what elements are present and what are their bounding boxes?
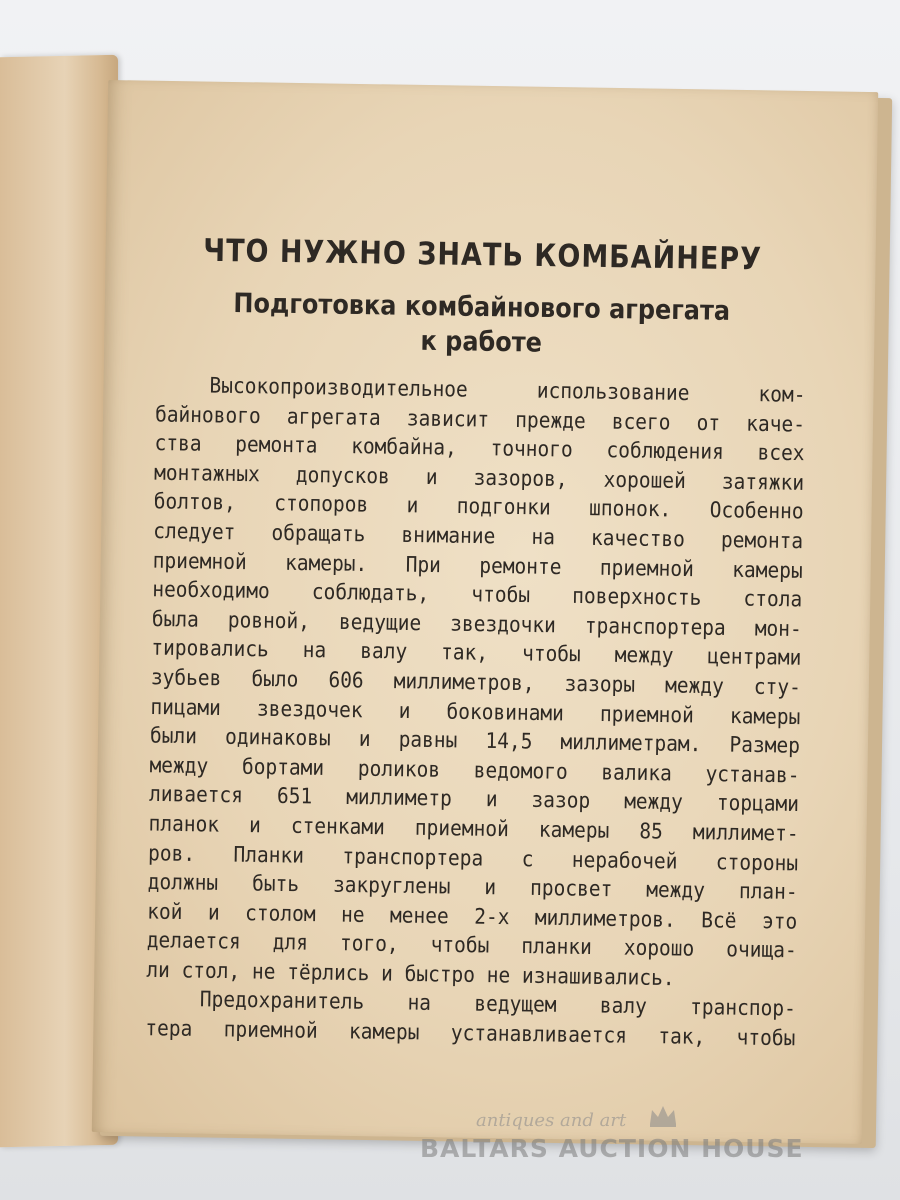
section-heading-line: Подготовка комбайнового агрегата: [233, 287, 731, 327]
booklet-page: [92, 80, 878, 1144]
body-text: [145, 371, 805, 1054]
text-line: байнового агрегата зависит прежде всего от каче-: [154, 401, 806, 437]
crown-icon: [648, 1104, 678, 1128]
text-line: Предохранитель на ведущем валу транспор-: [199, 986, 797, 1022]
text-line: была ровной, ведущие звездочки транспортера мон-: [151, 605, 802, 642]
text-line: пицами звездочек и боковинами приемной камеры: [150, 693, 801, 730]
watermark: [420, 1108, 840, 1168]
text-line: ли стол, не тёрлись и быстро не изнашивались.: [146, 956, 675, 991]
page-content: [145, 231, 808, 1051]
text-line: монтажных допусков и зазоров, хорошей затяжки: [153, 459, 805, 496]
watermark-tagline: antiques and art: [476, 1110, 627, 1131]
text-line: были одинаковы и равны 14,5 миллиметрам. Размер: [149, 722, 801, 759]
text-line: следует обращать внимание на качество ремонта: [153, 518, 804, 554]
text-line: делается для того, чтобы планки хорошо очища-: [146, 927, 797, 964]
text-line: тера приемной камеры устанавливается так, чтобы: [145, 1015, 796, 1051]
text-line: должны быть закруглены и просвет между план-: [147, 869, 798, 905]
text-line: приемной камеры. При ремонте приемной камеры: [152, 547, 803, 583]
page-title: ЧТО НУЖНО ЗНАТЬ КОМБАЙНЕРУ: [203, 233, 763, 278]
section-heading: [156, 285, 807, 365]
text-line: Высокопроизводительное использование ком-: [209, 372, 806, 408]
text-line: ров. Планки транспортера с нерабочей стороны: [147, 839, 799, 876]
text-line: болтов, стопоров и подгонки шпонок. Особенно: [153, 488, 804, 525]
text-line: планок и стенками приемной камеры 85 миллимет-: [148, 810, 799, 847]
text-line: ства ремонта комбайна, точного соблюдения всех: [154, 430, 805, 466]
text-line: ливается 651 миллиметр и зазор между торцами: [148, 781, 800, 817]
text-line: зубьев было 606 миллиметров, зазоры между сту-: [150, 664, 802, 700]
text-line: между бортами роликов ведомого валика устанав-: [149, 752, 800, 788]
watermark-name: BALTARS AUCTION HOUSE: [420, 1134, 804, 1163]
text-line: необходимо соблюдать, чтобы поверхность стола: [152, 576, 803, 613]
text-line: тировались на валу так, чтобы между центрами: [151, 635, 802, 671]
section-heading-line: к работе: [420, 325, 543, 359]
text-line: кой и столом не менее 2-х миллиметров. Всё это: [147, 898, 798, 934]
